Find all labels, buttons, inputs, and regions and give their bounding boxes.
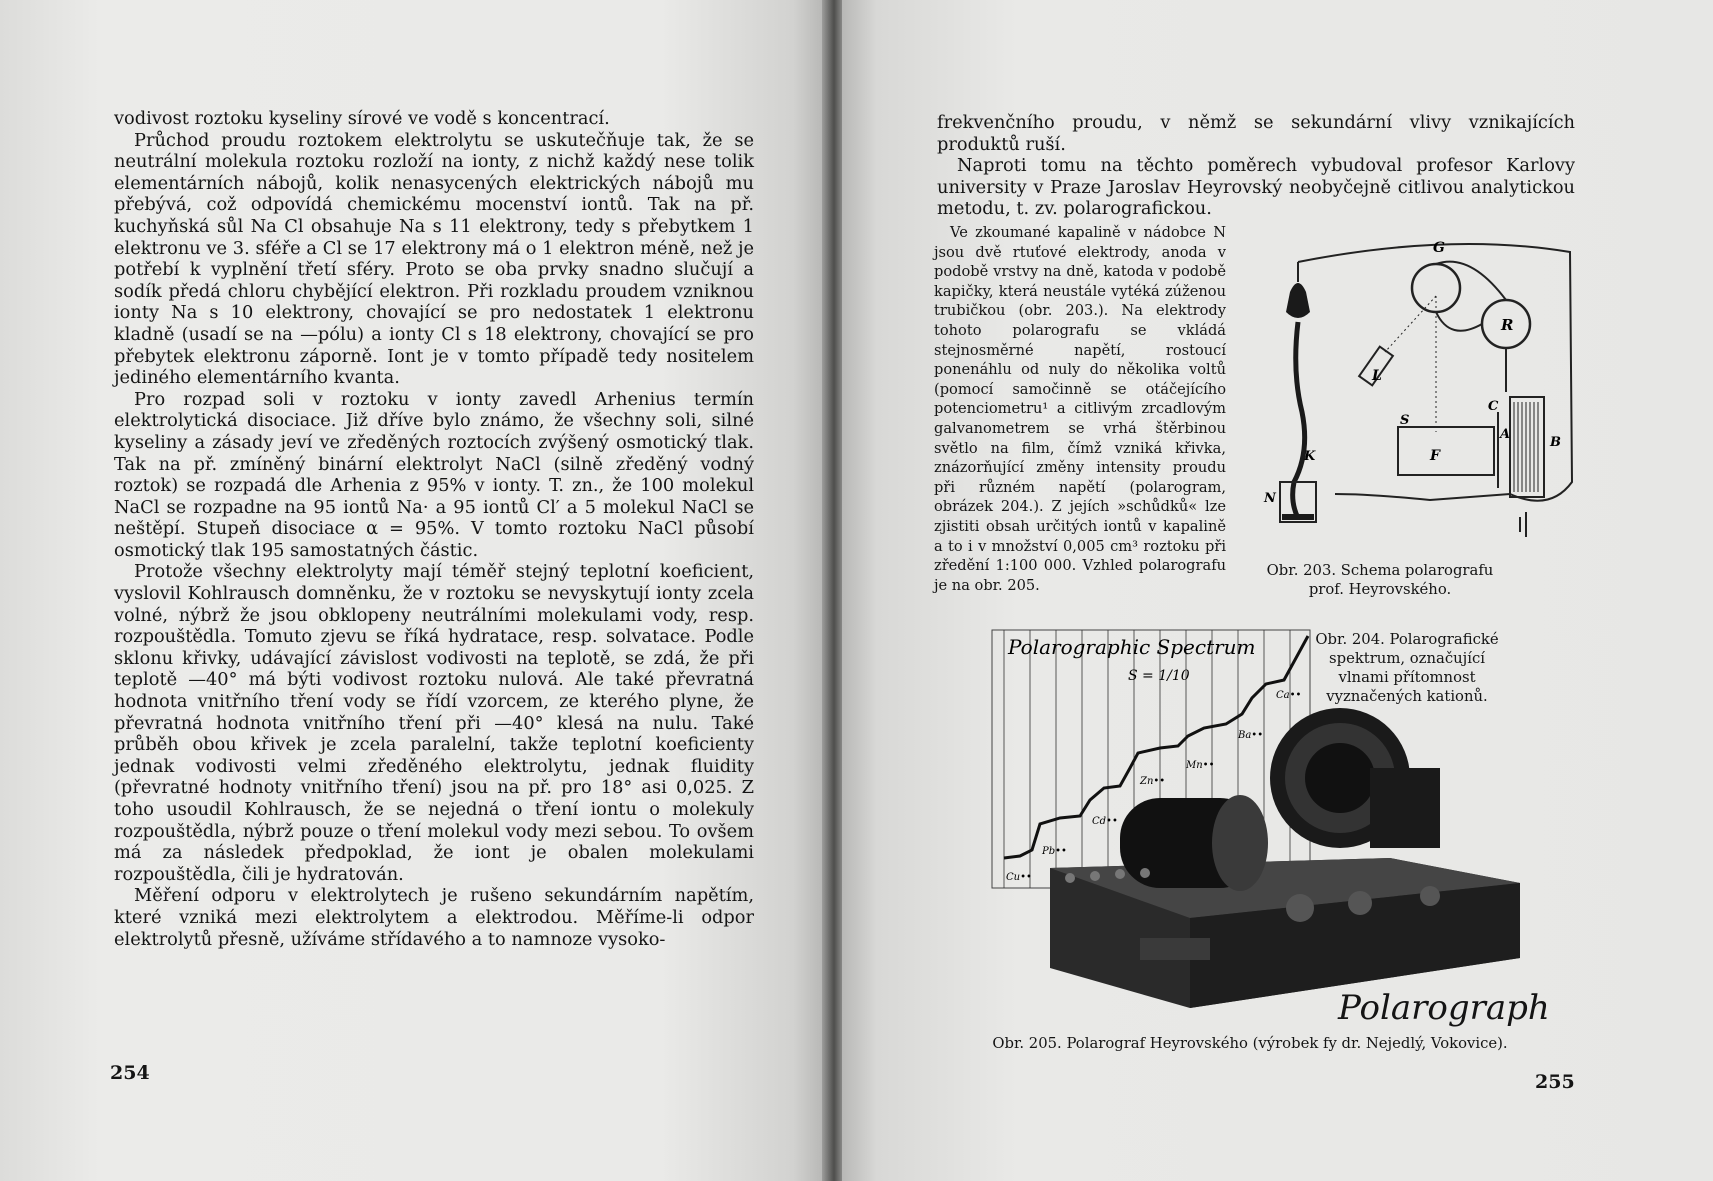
spectrum-title: Polarographic Spectrum [1008,635,1256,659]
label-g: G [1433,240,1445,256]
polarograph-signature: Polarograph [1338,988,1550,1028]
spectrum-scale: S = 1/10 [1128,668,1190,684]
figure-203-schema [1250,232,1580,552]
ion-label-cu: Cu•• [1006,872,1032,883]
label-c: C [1488,399,1499,414]
small-paragraph: Ve zkoumané kapalině v nádobce N jsou dvě rtuťové elektrody, anoda v podobě vrstvy na dně, katoda v podobě kapičky, která neustále vytéká zúženou trubičkou (obr. 203.). Na elektrody tohoto polarografu se vkládá stejnosměrné napětí, rostoucí ponenáhlu od nuly do několika voltů (pomocí samočinně se otáčejícího potenciometru¹ a citlivým zrcadlovým galvanometrem se vrhá štěrbinou světlo na film, čímž vzniká křivka, znázorňující změny intensity proudu při různém napětí (polarogram, obrázek 204.). Z jejích »schůdků« lze zjistiti obsah určitých iontů v kapalině a to i v množství 0,005 cm³ roztoku při zředění 1:100 000. Vzhled polarografu je na obr. 205. [934,224,1226,594]
paragraph-1: vodivost roztoku kyseliny sírové ve vodě s koncentrací. [114,108,610,129]
label-k: K [1304,449,1316,464]
right-paragraph-1: frekvenčního proudu, v němž se sekundární vlivy vznikajících produktů ruší. [937,112,1575,155]
left-text-column [114,108,754,950]
ion-label-mn: Mn•• [1186,760,1215,771]
label-r: R [1501,316,1514,334]
caption-figure-204: Obr. 204. Polarografické spektrum, označující vlnami přítomnost vyznačených kationů. [1315,631,1499,705]
mercury-reservoir [1286,283,1310,318]
label-b: B [1550,435,1561,450]
paragraph-2: Průchod proudu roztokem elektrolytu se uskutečňuje tak, že se neutrální molekula roztoku rozloží na ionty, z nichž každý nese tolik elementárních nábojů, kolik nenasycených elektrických nábojů mu přebývá, což odpovídá chemickému mocenství iontů. Tak na př. kuchyňská sůl Na Cl obsahuje Na s 11 elektrony, tedy s přebytkem 1 elektronu ve 3. sféře a Cl se 17 elektrony má o 1 elektron méně, než je potřebí k vyplnění třetí sféry. Proto se oba prvky snadno slučují a sodík předá chloru chybějící elektron. Při rozkladu proudem vzniknou ionty Na s 10 elektrony, chovající se pro nedostatek 1 elektronu kladně (usadí se na —pólu) a ionty Cl s 18 elektrony, chovající se pro přebytek elektronu záporně. Iont je v tomto případě tedy nositelem jediného elementárního kvanta. [114,129,754,389]
label-f: F [1430,448,1440,464]
ion-label-zn: Zn•• [1140,776,1166,787]
paragraph-4: Protože všechny elektrolyty mají téměř stejný teplotní koeficient, vyslovil Kohlrausch domněnku, že v roztoku se nevyskytují ionty zcela volné, nýbrž že jsou obklopeny neutrálními molekulami vody, resp. rozpouštědla. Tomuto zjevu se říká hydratace, resp. solvatace. Podle sklonu křivky, udávající závislost vodivosti na teplotě, se zdá, že při teplotě —40° má býti vodivost roztoku nulová. Ale také převratná hodnota vnitřního tření vody se řídí vzorcem, ze kterého plyne, že převratná hodnota vnitřního tření při —40° klesá na nulu. Také průběh obou křivek je zcela paralelní, takže teplotní koeficienty jednak vodivosti velmi zředěného elektrolytu, jednak fluidity (převratné hodnoty vnitřního tření) jsou na př. pro 18° asi 0,025. Z toho usoudil Kohlrausch, že se nejedná o tření iontu o molekuly rozpouštědla, nýbrž pouze o tření molekul vody mezi sebou. To ovšem má za následek předpoklad, že iont je obalen molekulami rozpouštědla, čili je hydratován. [114,561,754,885]
ion-label-cd: Cd•• [1092,816,1118,827]
right-text-column [937,112,1575,220]
label-a: A [1500,427,1511,442]
page-number-left: 254 [110,1062,150,1084]
figure-205-photo [1040,708,1520,1028]
ion-label-ba: Ba•• [1238,730,1264,741]
film-drum-f [1398,427,1494,475]
galvanometer-g [1412,264,1460,312]
caption-figure-205: Obr. 205. Polarograf Heyrovského (výrobek fy dr. Nejedlý, Vokovice). [992,1035,1508,1052]
polarograph-description [934,223,1226,595]
capillary-tube [1293,322,1305,518]
paragraph-3: Pro rozpad soli v roztoku v ionty zavedl Arhenius termín elektrolytická disociace. Již dříve bylo známo, že všechny soli, silné kyseliny a zásady jeví ve zředěných roztocích zvýšený osmotický tlak. Tak na př. zmíněný binární elektrolyt NaCl (silně zředěný vodný roztok) se rozpadá dle Arhenia z 95% v ionty. T. zn., že 100 molekul NaCl se rozpadne na 95 iontů Na· a 95 iontů Cl′ a 5 molekul NaCl se neštěpí. Stupeň disociace α = 95%. V tomto roztoku NaCl působí osmotický tlak 195 samostatných částic. [114,388,754,561]
ion-label-pb: Pb•• [1042,846,1067,857]
label-l: L [1372,368,1382,384]
page-number-right: 255 [1535,1071,1575,1093]
right-paragraph-2: Naproti tomu na těchto poměrech vybudoval profesor Karlovy university v Praze Jaroslav Heyrovský neobyčejně citlivou analytickou metodu, t. zv. polarografickou. [937,155,1575,220]
ion-label-ca: Ca•• [1276,690,1302,701]
label-s: S [1400,413,1410,428]
label-n: N [1264,491,1276,506]
caption-figure-203: Obr. 203. Schema polarografu prof. Heyrovského. [1266,562,1494,598]
left-page [0,0,826,1181]
paragraph-5: Měření odporu v elektrolytech je rušeno sekundárním napětím, které vzniká mezi elektrolytem a elektrodou. Měříme-li odpor elektrolytů přesně, užíváme střídavého a to namnoze vysoko- [114,885,754,950]
potentiometer-drum [1510,397,1544,497]
